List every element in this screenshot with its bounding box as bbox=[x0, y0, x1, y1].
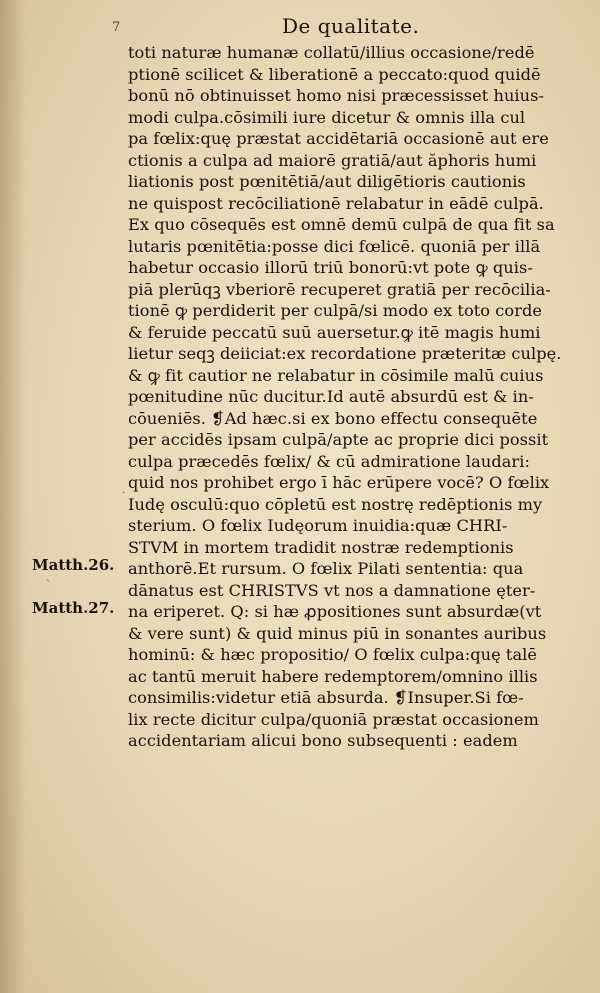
text-line: piā plerūqꝫ vberiorē recuperet gratiā per recōcilia- bbox=[128, 279, 551, 299]
margin-tick: ˋ bbox=[46, 580, 51, 591]
text-line: & vere sunt) & quid minus piū in sonantes auribus bbox=[128, 623, 547, 643]
text-line: per accidēs ipsam culpā/apte ac proprie dici possit bbox=[128, 430, 549, 449]
text-line: & ꝙ fit cautior ne relabatur in cōsimile malū cuius bbox=[128, 365, 544, 385]
text-line: culpa præcedēs fœlix/ & cū admiratione laudari: bbox=[128, 451, 530, 471]
text-line: bonū nō obtinuisset homo nisi præcessisset huius- bbox=[128, 86, 545, 105]
text-line: ac tantū meruit habere redemptorem/omnino illis bbox=[128, 666, 538, 686]
text-line: toti naturæ humanæ collatū/illius occasione/redē bbox=[128, 43, 535, 62]
text-line: lix recte dicitur culpa/quoniā præstat occasionem bbox=[128, 709, 539, 729]
text-line: anthorē.Et rursum. O fœlix Pilati sententia: qua bbox=[128, 559, 524, 578]
body-text bbox=[128, 42, 576, 752]
text-line: hominū: & hæc propositio/ O fœlix culpa:quę talē bbox=[128, 645, 538, 664]
text-line: Iudę osculū:quo cōpletū est nostrę redēptionis my bbox=[128, 494, 543, 514]
text-line: Ex quo cōsequēs est omnē demū culpā de qua fit sa bbox=[128, 215, 555, 234]
text-line: cōueniēs. ❡Ad hæc.si ex bono effectu consequēte bbox=[128, 408, 538, 428]
text-line: ne quispost recōciliationē relabatur in eādē culpā. bbox=[128, 193, 544, 213]
text-line: accidentariam alicui bono subsequenti : eadem bbox=[128, 731, 518, 750]
text-line: & feruide peccatū suū auersetur.ꝙ itē magis humi bbox=[128, 322, 541, 342]
text-line: liationis post pœnitētiā/aut diligētioris cautionis bbox=[128, 172, 526, 191]
text-line: pœnitudine nūc ducitur.Id autē absurdū est & in- bbox=[128, 387, 534, 406]
text-line: na eriperet. Q: si hæ ꝓpositiones sunt absurdæ(vt bbox=[128, 602, 542, 621]
text-line: STVM in mortem tradidit nostræ redemptionis bbox=[128, 537, 514, 557]
text-line: sterium. O fœlix Iudęorum inuidia:quæ CHRI- bbox=[128, 516, 508, 535]
text-line: lutaris pœnitētia:posse dici fœlicē. quoniā per illā bbox=[128, 236, 541, 256]
margin-note-matthew-26: Matth.26. bbox=[32, 556, 115, 574]
text-line: ptionē scilicet & liberationē a peccato:quod quidē bbox=[128, 64, 541, 84]
text-line: consimilis:videtur etiā absurda. ❡Insuper.Si fœ- bbox=[128, 688, 524, 707]
text-line: quid nos prohibet ergo ī hāc erūpere vocē? O fœlix bbox=[128, 473, 550, 492]
text-line: pa fœlix:quę præstat accidētariā occasionē aut ere bbox=[128, 129, 549, 148]
margin-note-matthew-27: Matth.27. bbox=[32, 599, 115, 617]
text-line: tionē ꝙ perdiderit per culpā/si modo ex toto corde bbox=[128, 301, 543, 320]
text-line: dānatus est CHRISTVS vt nos a damnatione ęter- bbox=[128, 580, 536, 600]
text-line: ctionis a culpa ad maiorē gratiā/aut ăphoris humi bbox=[128, 150, 537, 170]
text-line: modi culpa.cōsimili iure dicetur & omnis illa cul bbox=[128, 107, 526, 127]
margin-tick: · bbox=[122, 488, 126, 499]
page-mark: 7 bbox=[112, 20, 121, 35]
text-line: habetur occasio illorū triū bonorū:vt pote ꝙ quis- bbox=[128, 258, 533, 277]
running-head: De qualitate. bbox=[282, 14, 420, 38]
text-line: lietur seqꝫ deiiciat:ex recordatione præteritæ culpę. bbox=[128, 344, 562, 363]
